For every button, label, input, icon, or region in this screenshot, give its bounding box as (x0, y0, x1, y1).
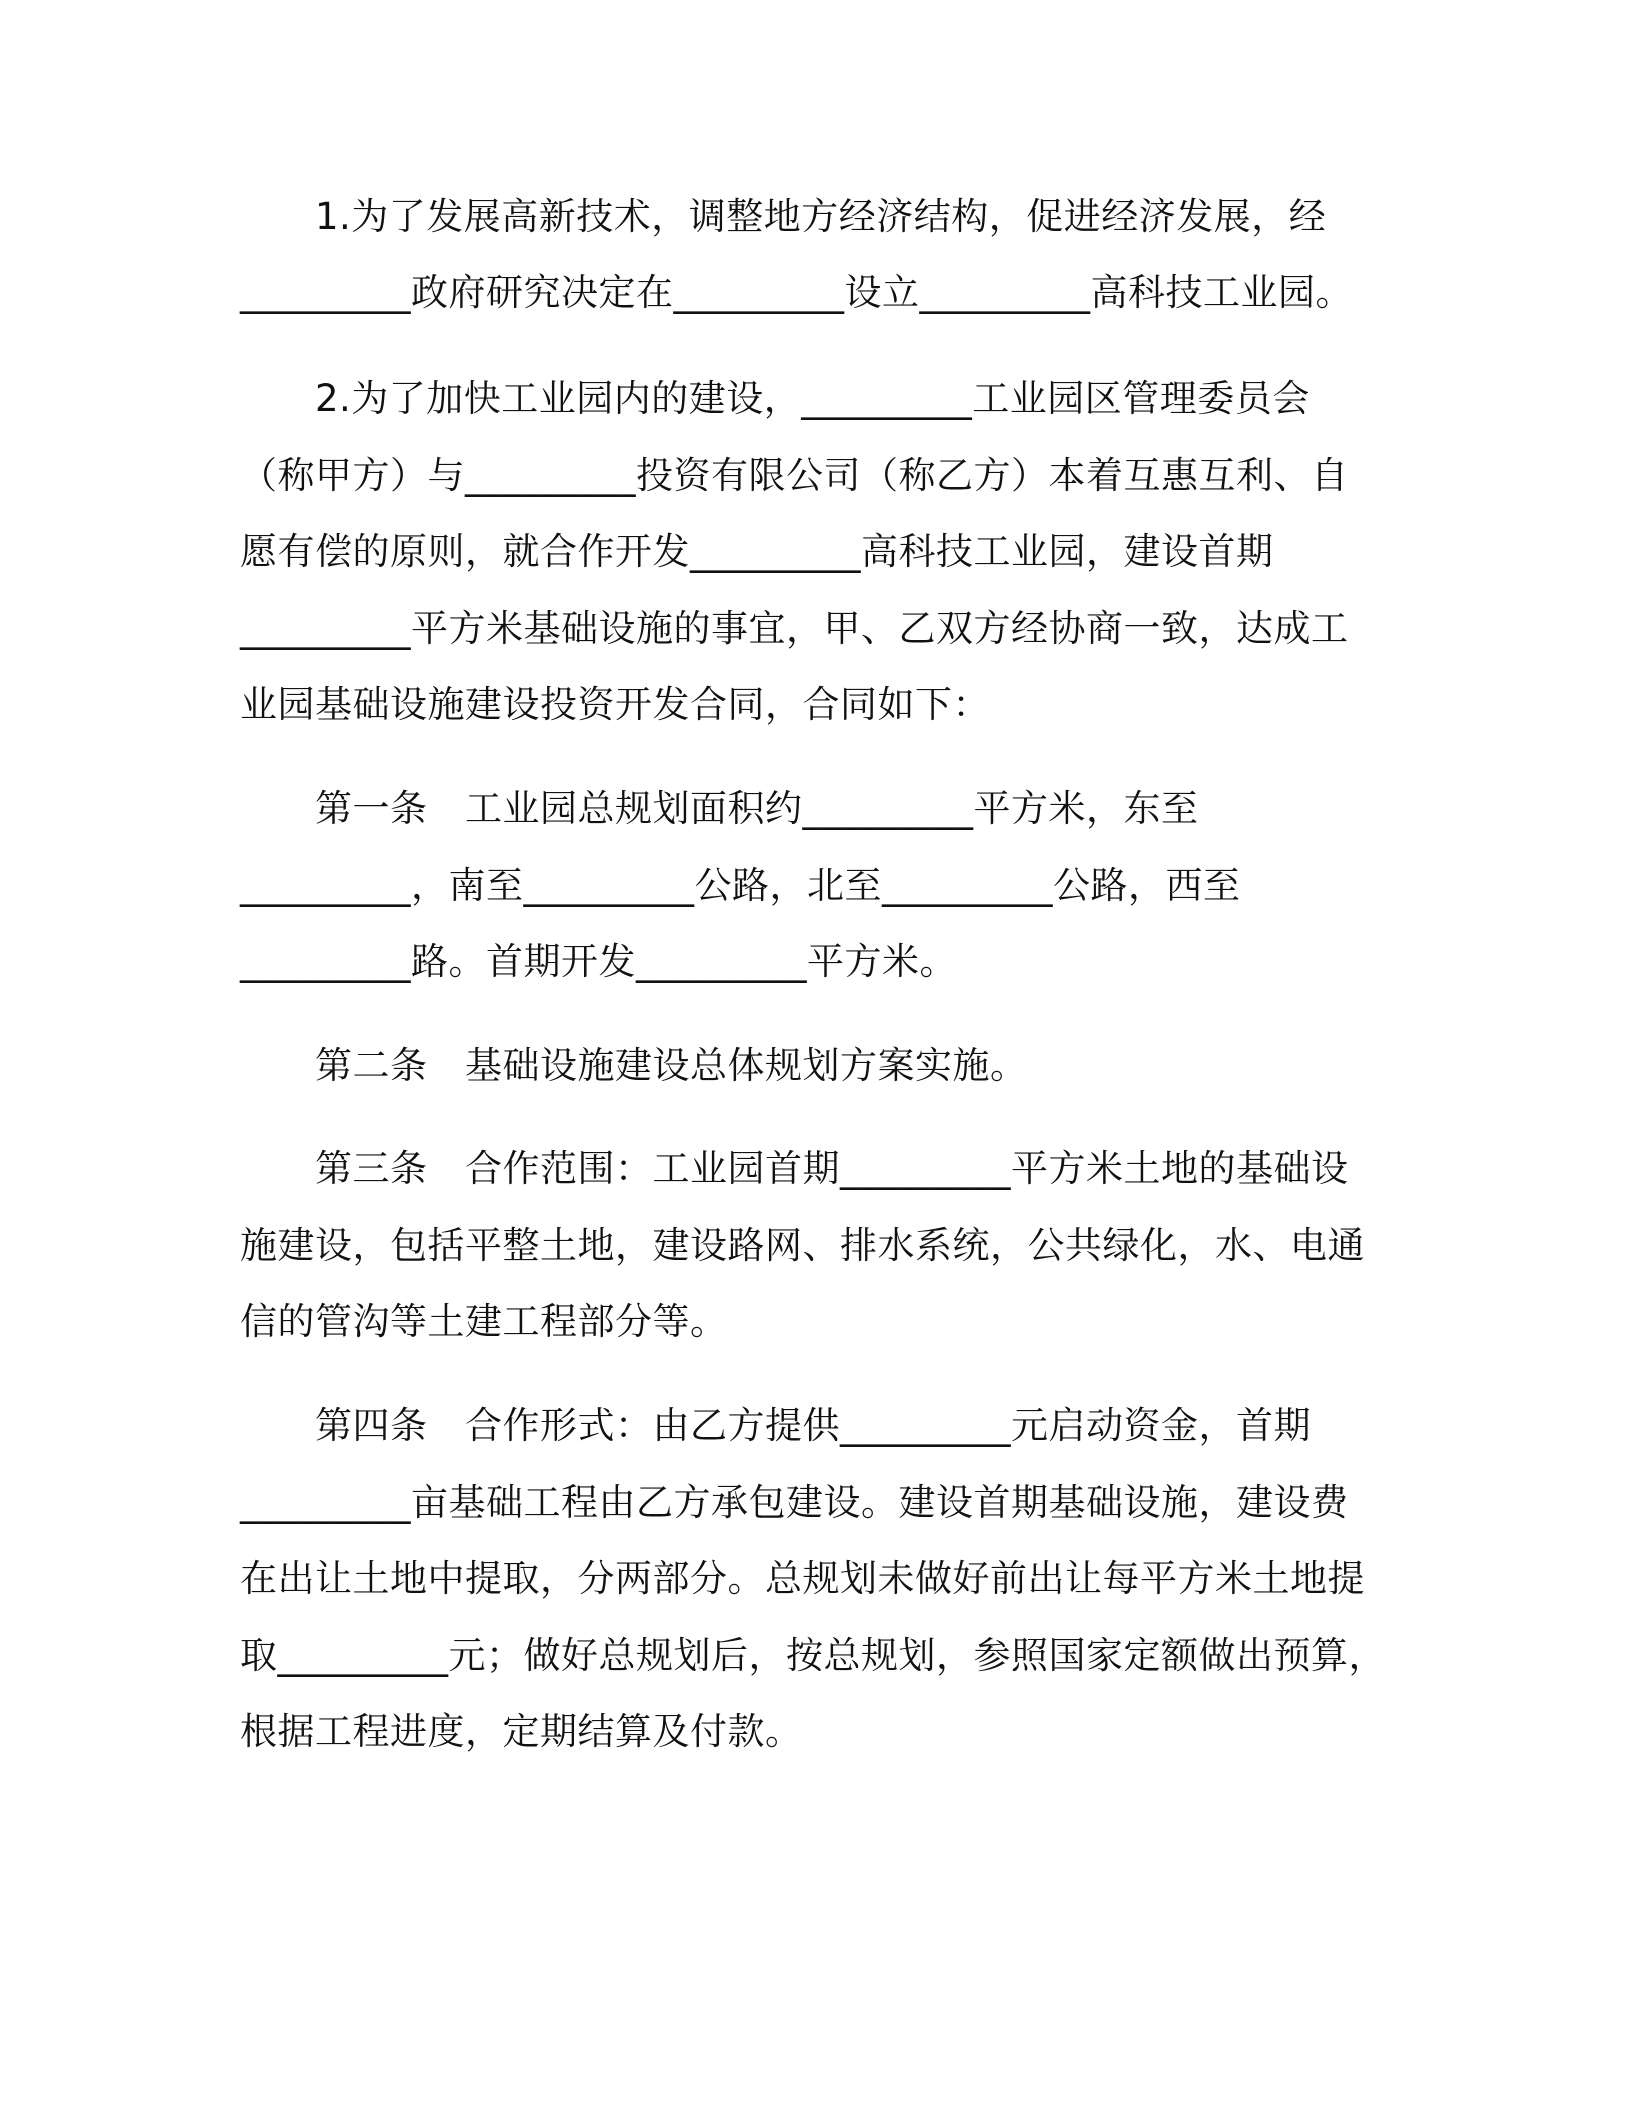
paragraph-2-line-5: 业园基础设施建设投资开发合同，合同如下： (240, 683, 990, 726)
paragraph-2-line-3: 愿有偿的原则，就合作开发_________高科技工业园，建设首期 (240, 530, 1274, 573)
article-4-line-5: 根据工程进度，定期结算及付款。 (240, 1710, 803, 1753)
article-3-line-1: 第三条 合作范围：工业园首期_________平方米土地的基础设 (315, 1147, 1349, 1190)
paragraph-2-line-2: （称甲方）与_________投资有限公司（称乙方）本着互惠互利、自 (240, 454, 1349, 497)
article-4-line-4: 取_________元；做好总规划后，按总规划，参照国家定额做出预算， (240, 1634, 1386, 1677)
article-3-line-2: 施建设，包括平整土地，建设路网、排水系统，公共绿化，水、电通 (240, 1224, 1365, 1267)
article-4-line-3: 在出让土地中提取，分两部分。总规划未做好前出让每平方米土地提 (240, 1557, 1365, 1600)
article-2-line-1: 第二条 基础设施建设总体规划方案实施。 (315, 1044, 1028, 1087)
paragraph-1-line-2: _________政府研究决定在_________设立_________高科技工业园。 (240, 271, 1353, 314)
article-4-line-2: _________亩基础工程由乙方承包建设。建设首期基础设施，建设费 (240, 1481, 1349, 1524)
article-3-line-3: 信的管沟等土建工程部分等。 (240, 1300, 728, 1343)
article-1-line-3: _________路。首期开发_________平方米。 (240, 940, 957, 983)
paragraph-1-line-1: 1.为了发展高新技术，调整地方经济结构，促进经济发展，经 (315, 195, 1327, 238)
article-1-line-2: _________，南至_________公路，北至_________公路，西至 (240, 864, 1241, 907)
article-1-line-1: 第一条 工业园总规划面积约_________平方米，东至 (315, 787, 1199, 830)
paragraph-2-line-4: _________平方米基础设施的事宜，甲、乙双方经协商一致，达成工 (240, 607, 1349, 650)
paragraph-2-line-1: 2.为了加快工业园内的建设，_________工业园区管理委员会 (315, 377, 1310, 420)
article-4-line-1: 第四条 合作形式：由乙方提供_________元启动资金，首期 (315, 1404, 1311, 1447)
